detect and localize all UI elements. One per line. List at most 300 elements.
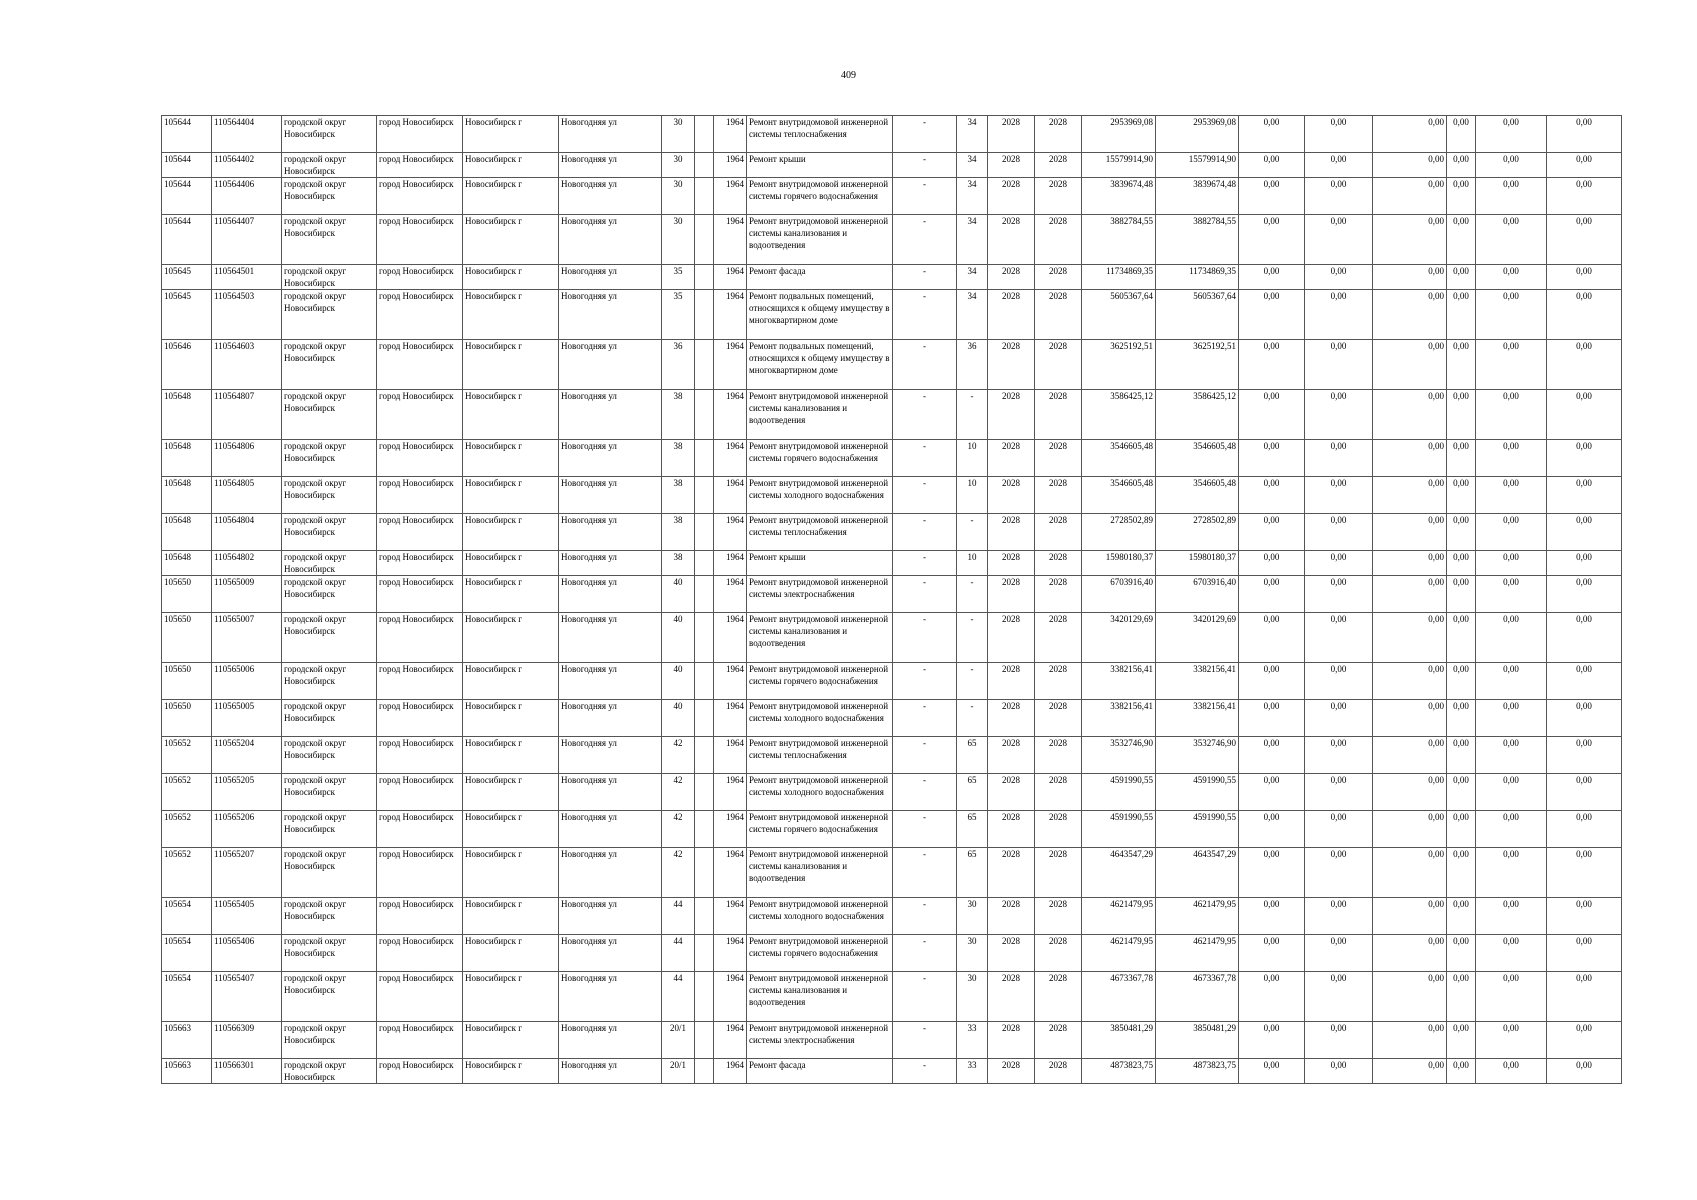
table-row — [162, 290, 1622, 340]
table-cell: 3586425,12 — [1156, 390, 1239, 440]
table-cell: городской округ Новосибирск — [282, 848, 377, 898]
table-cell: 0,00 — [1239, 1022, 1305, 1059]
table-cell: 42 — [662, 811, 695, 848]
table-cell: 40 — [662, 613, 695, 663]
table-cell: 2028 — [1035, 663, 1082, 700]
table-cell: 0,00 — [1373, 576, 1447, 613]
table-cell: 42 — [662, 737, 695, 774]
table-cell: Новосибирск г — [463, 440, 559, 477]
table-cell: 0,00 — [1305, 390, 1373, 440]
table-cell — [695, 116, 714, 153]
table-cell: 0,00 — [1305, 178, 1373, 215]
table-cell: Новосибирск г — [463, 663, 559, 700]
table-cell: 105648 — [162, 514, 212, 551]
table-cell: городской округ Новосибирск — [282, 514, 377, 551]
table-row — [162, 551, 1622, 576]
table-cell: 40 — [662, 663, 695, 700]
table-cell: 2028 — [988, 215, 1035, 265]
table-cell: Ремонт внутридомовой инженерной системы горячего водоснабжения — [747, 811, 893, 848]
table-cell: 0,00 — [1373, 663, 1447, 700]
table-cell: 110565405 — [212, 898, 282, 935]
table-cell: - — [893, 737, 957, 774]
table-cell: Новосибирск г — [463, 390, 559, 440]
table-cell: 2028 — [1035, 340, 1082, 390]
table-cell: Новосибирск г — [463, 477, 559, 514]
table-cell: 0,00 — [1447, 477, 1476, 514]
table-cell: город Новосибирск — [377, 1022, 463, 1059]
table-cell: 0,00 — [1447, 514, 1476, 551]
table-row — [162, 848, 1622, 898]
table-cell: 105650 — [162, 576, 212, 613]
table-cell: 0,00 — [1373, 848, 1447, 898]
table-cell: Новогодняя ул — [559, 1059, 662, 1084]
table-row — [162, 774, 1622, 811]
table-cell: городской округ Новосибирск — [282, 178, 377, 215]
table-cell: 30 — [662, 153, 695, 178]
table-cell: 4643547,29 — [1156, 848, 1239, 898]
table-cell: 105648 — [162, 477, 212, 514]
table-cell: 1964 — [714, 153, 747, 178]
table-cell: 0,00 — [1447, 935, 1476, 972]
table-cell: 34 — [957, 153, 988, 178]
table-cell: 30 — [662, 178, 695, 215]
table-cell: 35 — [662, 265, 695, 290]
table-cell: Ремонт внутридомовой инженерной системы холодного водоснабжения — [747, 477, 893, 514]
table-cell: Ремонт внутридомовой инженерной системы канализования и водоотведения — [747, 848, 893, 898]
table-cell: Новосибирск г — [463, 265, 559, 290]
table-cell: 3420129,69 — [1156, 613, 1239, 663]
table-cell: Новогодняя ул — [559, 898, 662, 935]
table-cell: 4621479,95 — [1082, 898, 1156, 935]
table-cell: 0,00 — [1305, 811, 1373, 848]
table-cell: 0,00 — [1373, 898, 1447, 935]
table-cell: 110564804 — [212, 514, 282, 551]
table-cell: 2028 — [988, 774, 1035, 811]
table-cell: 15980180,37 — [1082, 551, 1156, 576]
table-cell: 0,00 — [1547, 116, 1622, 153]
table-cell: 0,00 — [1547, 551, 1622, 576]
table-cell: 42 — [662, 774, 695, 811]
table-cell: 2028 — [988, 811, 1035, 848]
table-cell: город Новосибирск — [377, 663, 463, 700]
table-cell: 2028 — [988, 848, 1035, 898]
table-cell: городской округ Новосибирск — [282, 440, 377, 477]
table-cell: 0,00 — [1547, 178, 1622, 215]
table-cell: город Новосибирск — [377, 774, 463, 811]
table-cell: 0,00 — [1239, 663, 1305, 700]
table-cell — [695, 551, 714, 576]
table-cell: 0,00 — [1373, 972, 1447, 1022]
table-cell: Ремонт внутридомовой инженерной системы электроснабжения — [747, 576, 893, 613]
table-cell: Новогодняя ул — [559, 290, 662, 340]
table-cell: 0,00 — [1305, 1022, 1373, 1059]
table-cell: 0,00 — [1373, 390, 1447, 440]
table-cell: 38 — [662, 390, 695, 440]
table-cell — [695, 848, 714, 898]
table-cell — [695, 700, 714, 737]
table-cell: городской округ Новосибирск — [282, 935, 377, 972]
table-cell: 2028 — [1035, 972, 1082, 1022]
table-cell: 0,00 — [1547, 514, 1622, 551]
table-cell: - — [893, 215, 957, 265]
table-cell — [695, 576, 714, 613]
table-cell: 1964 — [714, 935, 747, 972]
table-cell: - — [893, 477, 957, 514]
table-cell — [695, 514, 714, 551]
table-cell: 4591990,55 — [1156, 774, 1239, 811]
table-cell: Новогодняя ул — [559, 663, 662, 700]
table-cell: 2028 — [1035, 514, 1082, 551]
table-cell: 0,00 — [1547, 477, 1622, 514]
table-cell: 110565207 — [212, 848, 282, 898]
table-cell: 33 — [957, 1059, 988, 1084]
table-cell: Ремонт внутридомовой инженерной системы горячего водоснабжения — [747, 663, 893, 700]
table-cell: 0,00 — [1239, 576, 1305, 613]
table-cell: 0,00 — [1239, 340, 1305, 390]
table-cell: 3420129,69 — [1082, 613, 1156, 663]
table-cell: - — [893, 290, 957, 340]
table-cell: 0,00 — [1239, 265, 1305, 290]
table-cell: 2028 — [988, 935, 1035, 972]
table-cell: городской округ Новосибирск — [282, 700, 377, 737]
table-cell: 4673367,78 — [1082, 972, 1156, 1022]
table-cell: городской округ Новосибирск — [282, 153, 377, 178]
table-cell: город Новосибирск — [377, 215, 463, 265]
table-cell: 30 — [957, 972, 988, 1022]
table-cell: 0,00 — [1239, 477, 1305, 514]
table-cell: 3850481,29 — [1082, 1022, 1156, 1059]
table-cell: 2028 — [988, 551, 1035, 576]
table-cell: 0,00 — [1305, 737, 1373, 774]
table-cell: Новогодняя ул — [559, 440, 662, 477]
table-cell: Ремонт крыши — [747, 153, 893, 178]
table-cell: 65 — [957, 811, 988, 848]
table-cell: 4591990,55 — [1082, 774, 1156, 811]
table-cell: 0,00 — [1476, 514, 1547, 551]
table-cell: Ремонт внутридомовой инженерной системы теплоснабжения — [747, 737, 893, 774]
table-cell: 0,00 — [1476, 290, 1547, 340]
table-cell: 2028 — [1035, 1022, 1082, 1059]
table-cell: - — [893, 1022, 957, 1059]
table-cell: 2028 — [1035, 440, 1082, 477]
table-cell: 0,00 — [1305, 215, 1373, 265]
table-cell: Ремонт внутридомовой инженерной системы канализования и водоотведения — [747, 215, 893, 265]
table-cell: 1964 — [714, 576, 747, 613]
table-cell — [695, 440, 714, 477]
table-cell: - — [957, 700, 988, 737]
table-cell: Ремонт подвальных помещений, относящихся к общему имуществу в многоквартирном доме — [747, 290, 893, 340]
table-cell: 0,00 — [1305, 265, 1373, 290]
table-cell: 4621479,95 — [1156, 935, 1239, 972]
table-cell: 0,00 — [1447, 737, 1476, 774]
table-cell: 30 — [957, 898, 988, 935]
table-cell: Новогодняя ул — [559, 116, 662, 153]
table-cell: Новогодняя ул — [559, 774, 662, 811]
table-cell — [695, 178, 714, 215]
table-cell: 3532746,90 — [1156, 737, 1239, 774]
table-cell: 1964 — [714, 1022, 747, 1059]
table-cell: 0,00 — [1476, 265, 1547, 290]
table-cell: 1964 — [714, 811, 747, 848]
table-cell: город Новосибирск — [377, 153, 463, 178]
table-cell: 0,00 — [1476, 1022, 1547, 1059]
table-cell: 0,00 — [1476, 576, 1547, 613]
table-cell: Новогодняя ул — [559, 848, 662, 898]
table-cell: городской округ Новосибирск — [282, 898, 377, 935]
table-cell: Новосибирск г — [463, 1022, 559, 1059]
table-cell: 0,00 — [1476, 613, 1547, 663]
table-cell: 2028 — [1035, 576, 1082, 613]
table-cell: городской округ Новосибирск — [282, 972, 377, 1022]
table-cell: 105644 — [162, 178, 212, 215]
table-cell: 0,00 — [1305, 774, 1373, 811]
table-cell — [695, 477, 714, 514]
table-cell: 110565009 — [212, 576, 282, 613]
table-cell: 0,00 — [1476, 440, 1547, 477]
table-cell: 110564407 — [212, 215, 282, 265]
table-cell: 0,00 — [1373, 265, 1447, 290]
table-cell: 0,00 — [1239, 935, 1305, 972]
table-cell: Новосибирск г — [463, 340, 559, 390]
table-cell: 0,00 — [1476, 215, 1547, 265]
table-cell: 0,00 — [1239, 440, 1305, 477]
table-cell: 2028 — [988, 290, 1035, 340]
table-cell: 0,00 — [1447, 551, 1476, 576]
table-cell: Новогодняя ул — [559, 390, 662, 440]
table-cell: 110565204 — [212, 737, 282, 774]
table-row — [162, 116, 1622, 153]
table-cell: Ремонт фасада — [747, 1059, 893, 1084]
table-cell: 105652 — [162, 774, 212, 811]
table-cell: 44 — [662, 898, 695, 935]
table-cell: Ремонт внутридомовой инженерной системы канализования и водоотведения — [747, 390, 893, 440]
table-cell: 110564404 — [212, 116, 282, 153]
table-cell: 110564402 — [212, 153, 282, 178]
table-cell — [695, 390, 714, 440]
table-cell: 0,00 — [1373, 514, 1447, 551]
table-cell — [695, 613, 714, 663]
table-cell: 0,00 — [1447, 972, 1476, 1022]
table-cell: 0,00 — [1305, 972, 1373, 1022]
table-cell: город Новосибирск — [377, 514, 463, 551]
table-row — [162, 514, 1622, 551]
table-cell: город Новосибирск — [377, 972, 463, 1022]
table-cell: 0,00 — [1476, 848, 1547, 898]
table-row — [162, 390, 1622, 440]
table-cell: Ремонт подвальных помещений, относящихся к общему имуществу в многоквартирном доме — [747, 340, 893, 390]
table-cell: 0,00 — [1305, 116, 1373, 153]
table-body — [162, 116, 1622, 1084]
table-cell: 0,00 — [1447, 153, 1476, 178]
table-cell: город Новосибирск — [377, 848, 463, 898]
table-cell: Новосибирск г — [463, 700, 559, 737]
table-row — [162, 613, 1622, 663]
table-cell: 105645 — [162, 265, 212, 290]
table-cell: 105654 — [162, 972, 212, 1022]
table-cell: 110565006 — [212, 663, 282, 700]
table-cell: 105663 — [162, 1059, 212, 1084]
table-cell: 11734869,35 — [1082, 265, 1156, 290]
table-cell: 105650 — [162, 663, 212, 700]
table-cell: 34 — [957, 265, 988, 290]
table-cell: 0,00 — [1305, 576, 1373, 613]
table-cell: 0,00 — [1239, 551, 1305, 576]
table-cell: 0,00 — [1476, 898, 1547, 935]
table-cell: 34 — [957, 178, 988, 215]
table-cell: 0,00 — [1447, 1059, 1476, 1084]
table-cell: 0,00 — [1447, 811, 1476, 848]
table-cell: 4591990,55 — [1082, 811, 1156, 848]
table-cell: 0,00 — [1239, 848, 1305, 898]
table-cell: 0,00 — [1373, 551, 1447, 576]
table-cell: городской округ Новосибирск — [282, 576, 377, 613]
table-cell: 3546605,48 — [1156, 440, 1239, 477]
table-cell: 1964 — [714, 848, 747, 898]
table-cell: 36 — [662, 340, 695, 390]
table-row — [162, 935, 1622, 972]
table-cell — [695, 265, 714, 290]
table-cell: 0,00 — [1476, 1059, 1547, 1084]
table-cell: 0,00 — [1447, 848, 1476, 898]
table-cell: городской округ Новосибирск — [282, 1059, 377, 1084]
table-cell: Новогодняя ул — [559, 972, 662, 1022]
table-cell: Новосибирск г — [463, 178, 559, 215]
table-row — [162, 1022, 1622, 1059]
table-cell: 0,00 — [1373, 811, 1447, 848]
table-cell: 10 — [957, 551, 988, 576]
table-cell: Новосибирск г — [463, 848, 559, 898]
table-cell: 3382156,41 — [1156, 663, 1239, 700]
table-cell: 0,00 — [1447, 265, 1476, 290]
table-cell: 0,00 — [1305, 848, 1373, 898]
table-cell: 0,00 — [1476, 340, 1547, 390]
table-cell: 0,00 — [1447, 1022, 1476, 1059]
table-cell: 0,00 — [1547, 663, 1622, 700]
table-cell: 0,00 — [1373, 116, 1447, 153]
table-row — [162, 811, 1622, 848]
table-cell: 1964 — [714, 440, 747, 477]
table-cell: Новосибирск г — [463, 898, 559, 935]
table-cell: 0,00 — [1447, 390, 1476, 440]
table-cell: 3382156,41 — [1082, 663, 1156, 700]
table-cell — [695, 1022, 714, 1059]
table-cell: Новосибирск г — [463, 551, 559, 576]
table-cell: 105650 — [162, 613, 212, 663]
table-cell: 110565005 — [212, 700, 282, 737]
table-cell: 1964 — [714, 215, 747, 265]
table-cell: город Новосибирск — [377, 898, 463, 935]
table-cell: 0,00 — [1373, 440, 1447, 477]
table-cell: Ремонт внутридомовой инженерной системы холодного водоснабжения — [747, 700, 893, 737]
table-cell: Новосибирск г — [463, 514, 559, 551]
table-cell: 2028 — [1035, 551, 1082, 576]
table-cell: 15579914,90 — [1156, 153, 1239, 178]
table-cell: 1964 — [714, 514, 747, 551]
table-cell: 0,00 — [1305, 613, 1373, 663]
table-cell: 0,00 — [1239, 898, 1305, 935]
table-cell: 65 — [957, 848, 988, 898]
table-cell: - — [893, 340, 957, 390]
table-cell: 0,00 — [1476, 737, 1547, 774]
table-cell: 2028 — [988, 898, 1035, 935]
table-cell: 0,00 — [1373, 935, 1447, 972]
table-cell: Новогодняя ул — [559, 737, 662, 774]
table-cell: - — [893, 576, 957, 613]
table-cell: 4621479,95 — [1082, 935, 1156, 972]
table-cell: - — [893, 613, 957, 663]
table-cell: 34 — [957, 290, 988, 340]
table-cell: 0,00 — [1547, 811, 1622, 848]
table-cell: 1964 — [714, 178, 747, 215]
table-cell: 105654 — [162, 935, 212, 972]
table-cell: 10 — [957, 440, 988, 477]
table-cell: 4591990,55 — [1156, 811, 1239, 848]
table-cell — [695, 290, 714, 340]
table-cell: 6703916,40 — [1156, 576, 1239, 613]
table-cell: город Новосибирск — [377, 551, 463, 576]
table-cell: 110565205 — [212, 774, 282, 811]
table-cell: 34 — [957, 215, 988, 265]
table-cell: 3546605,48 — [1082, 440, 1156, 477]
table-cell: 105652 — [162, 737, 212, 774]
table-cell: 44 — [662, 935, 695, 972]
table-cell: 0,00 — [1447, 215, 1476, 265]
table-cell: 0,00 — [1547, 1059, 1622, 1084]
table-cell: 0,00 — [1373, 1059, 1447, 1084]
table-cell — [695, 774, 714, 811]
table-cell: 0,00 — [1373, 290, 1447, 340]
table-cell: 1964 — [714, 290, 747, 340]
table-cell: 38 — [662, 477, 695, 514]
table-cell: 1964 — [714, 1059, 747, 1084]
table-cell: - — [957, 514, 988, 551]
table-cell: 1964 — [714, 663, 747, 700]
table-cell: 4673367,78 — [1156, 972, 1239, 1022]
table-cell: 4873823,75 — [1082, 1059, 1156, 1084]
table-cell: 105644 — [162, 116, 212, 153]
table-cell: 1964 — [714, 390, 747, 440]
table-cell: 110564503 — [212, 290, 282, 340]
table-row — [162, 477, 1622, 514]
table-cell: 2028 — [988, 576, 1035, 613]
table-cell: город Новосибирск — [377, 811, 463, 848]
table-cell: 2028 — [988, 737, 1035, 774]
table-cell: 0,00 — [1476, 811, 1547, 848]
table-cell: 33 — [957, 1022, 988, 1059]
table-cell: 2028 — [1035, 700, 1082, 737]
table-cell: 0,00 — [1547, 290, 1622, 340]
table-row — [162, 265, 1622, 290]
table-cell: городской округ Новосибирск — [282, 811, 377, 848]
table-cell: 0,00 — [1373, 215, 1447, 265]
table-cell: 110566309 — [212, 1022, 282, 1059]
table-cell: Ремонт внутридомовой инженерной системы канализования и водоотведения — [747, 972, 893, 1022]
table-cell: 105644 — [162, 215, 212, 265]
table-cell: 0,00 — [1373, 1022, 1447, 1059]
table-cell: 105648 — [162, 551, 212, 576]
table-cell: 0,00 — [1239, 972, 1305, 1022]
table-cell — [695, 153, 714, 178]
table-cell: 2028 — [988, 265, 1035, 290]
table-cell: 105648 — [162, 390, 212, 440]
table-cell: - — [957, 576, 988, 613]
table-cell: 0,00 — [1447, 898, 1476, 935]
table-cell: 0,00 — [1447, 613, 1476, 663]
table-cell — [695, 340, 714, 390]
table-cell: 0,00 — [1305, 663, 1373, 700]
table-cell: 38 — [662, 551, 695, 576]
table-cell: Новосибирск г — [463, 972, 559, 1022]
